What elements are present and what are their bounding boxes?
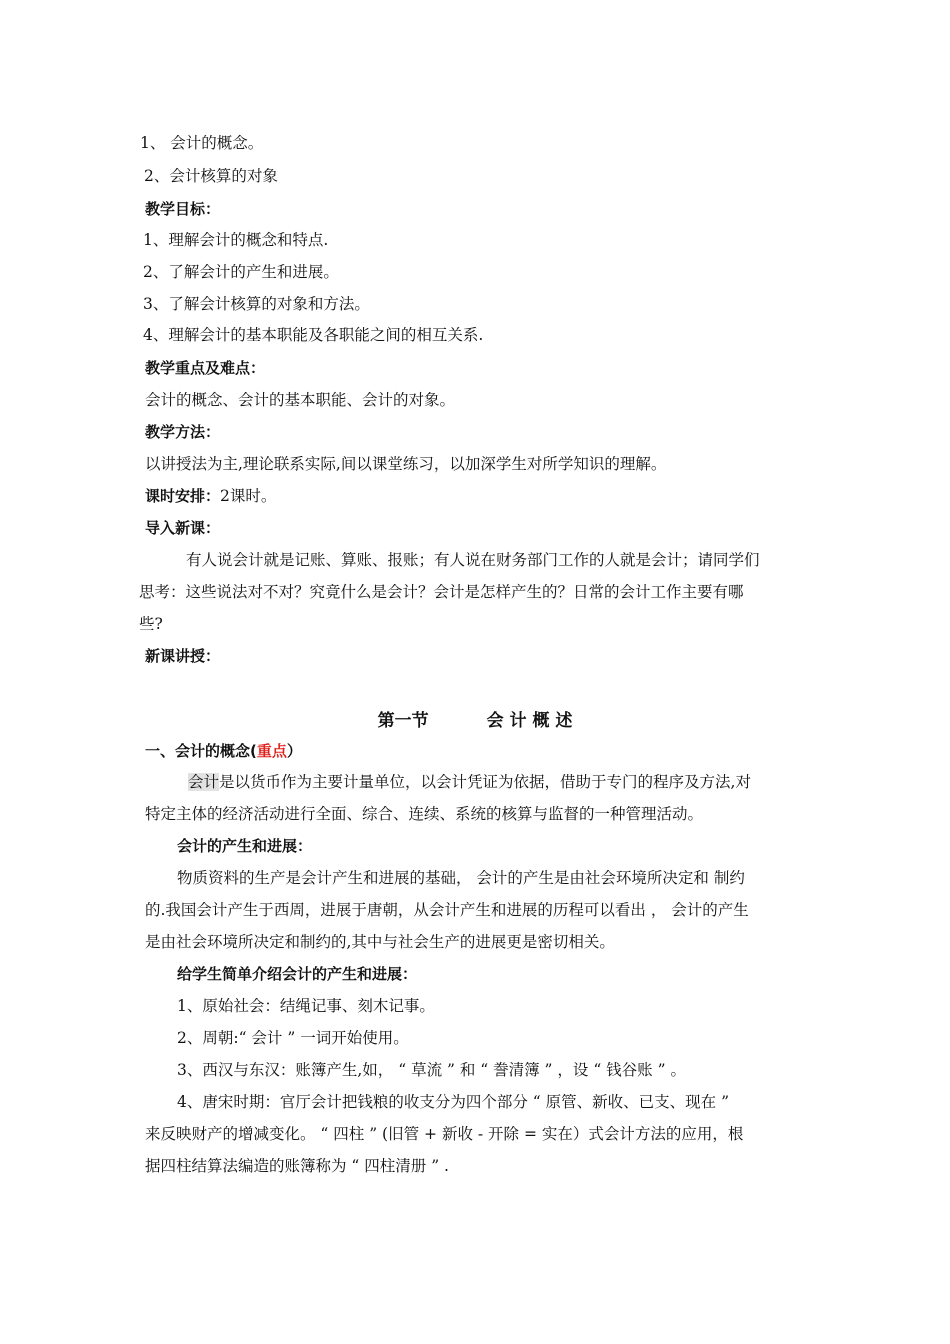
key-points-heading: 教学重点及难点： xyxy=(145,359,266,377)
goal-item: 4、理解会计的基本职能及各职能之间的相互关系. xyxy=(143,326,484,344)
origin-heading: 会计的产生和进展： xyxy=(177,837,313,855)
schedule-text: 2课时。 xyxy=(220,487,277,505)
emphasis-label: 重点 xyxy=(256,742,287,760)
goal-item: 1、理解会计的概念和特点. xyxy=(143,231,329,249)
intro-paragraph-line: 些? xyxy=(139,615,163,633)
history-item: 4、唐宋时期：官厅会计把钱粮的收支分为四个部分 “ 原管、新收、已支、现在 ” xyxy=(177,1093,729,1111)
new-lesson-heading: 新课讲授： xyxy=(145,647,221,665)
method-text: 以讲授法为主,理论联系实际,间以课堂练习，以加深学生对所学知识的理解。 xyxy=(145,455,667,473)
origin-line: 是由社会环境所决定和制约的,其中与社会生产的进展更是密切相关。 xyxy=(145,933,615,951)
goals-heading: 教学目标： xyxy=(145,200,221,218)
intro-heading: 导入新课： xyxy=(145,519,221,537)
definition-line: 特定主体的经济活动进行全面、综合、连续、系统的核算与监督的一种管理活动。 xyxy=(145,805,704,823)
history-heading: 给学生简单介绍会计的产生和进展： xyxy=(177,965,418,983)
schedule-heading: 课时安排： xyxy=(145,487,221,505)
subsection-heading: 一、会计的概念(重点） xyxy=(145,742,302,760)
origin-line: 物质资料的生产是会计产生和进展的基础， 会计的产生是由社会环境所决定和 制约 xyxy=(177,869,745,887)
section-title xyxy=(0,706,950,731)
section-number: 第一节 xyxy=(377,711,429,731)
history-item: 2、周朝:“ 会计 ” 一词开始使用。 xyxy=(177,1029,409,1047)
history-item-cont: 据四柱结算法编造的账簿称为 “ 四柱清册 ” . xyxy=(145,1157,449,1175)
section-name: 会 计 概 述 xyxy=(486,711,573,731)
history-item: 1、原始社会：结绳记事、刻木记事。 xyxy=(177,997,435,1015)
goal-item: 2、了解会计的产生和进展。 xyxy=(143,263,339,281)
list-item-object: 2、会计核算的对象 xyxy=(144,167,278,185)
schedule-line xyxy=(145,486,276,506)
key-points-text: 会计的概念、会计的基本职能、会计的对象。 xyxy=(145,391,456,409)
history-item-cont: 来反映财产的增减变化。 “ 四柱 ” (旧管 + 新收 - 开除 = 实在）式会计方法的应用，根 xyxy=(145,1125,744,1143)
definition-line: 会计是以货币作为主要计量单位，以会计凭证为依据，借助于专门的程序及方法,对 xyxy=(188,773,751,791)
method-heading: 教学方法： xyxy=(145,423,221,441)
intro-paragraph-line: 思考：这些说法对不对？究竟什么是会计？会计是怎样产生的？日常的会计工作主要有哪 xyxy=(139,583,744,601)
highlighted-term: 会计 xyxy=(188,773,220,791)
history-item: 3、西汉与东汉：账簿产生,如， “ 草流 ” 和 “ 誊清簿 ” ，设 “ 钱谷账 ” 。 xyxy=(177,1061,686,1079)
intro-paragraph-line: 有人说会计就是记账、算账、报账；有人说在财务部门工作的人就是会计；请同学们 xyxy=(186,551,760,569)
origin-line: 的.我国会计产生于西周，进展于唐朝，从会计产生和进展的历程可以看出 ， 会计的产生 xyxy=(145,901,749,919)
list-item-concept: 1、 会计的概念。 xyxy=(140,134,264,152)
goal-item: 3、了解会计核算的对象和方法。 xyxy=(143,295,370,313)
